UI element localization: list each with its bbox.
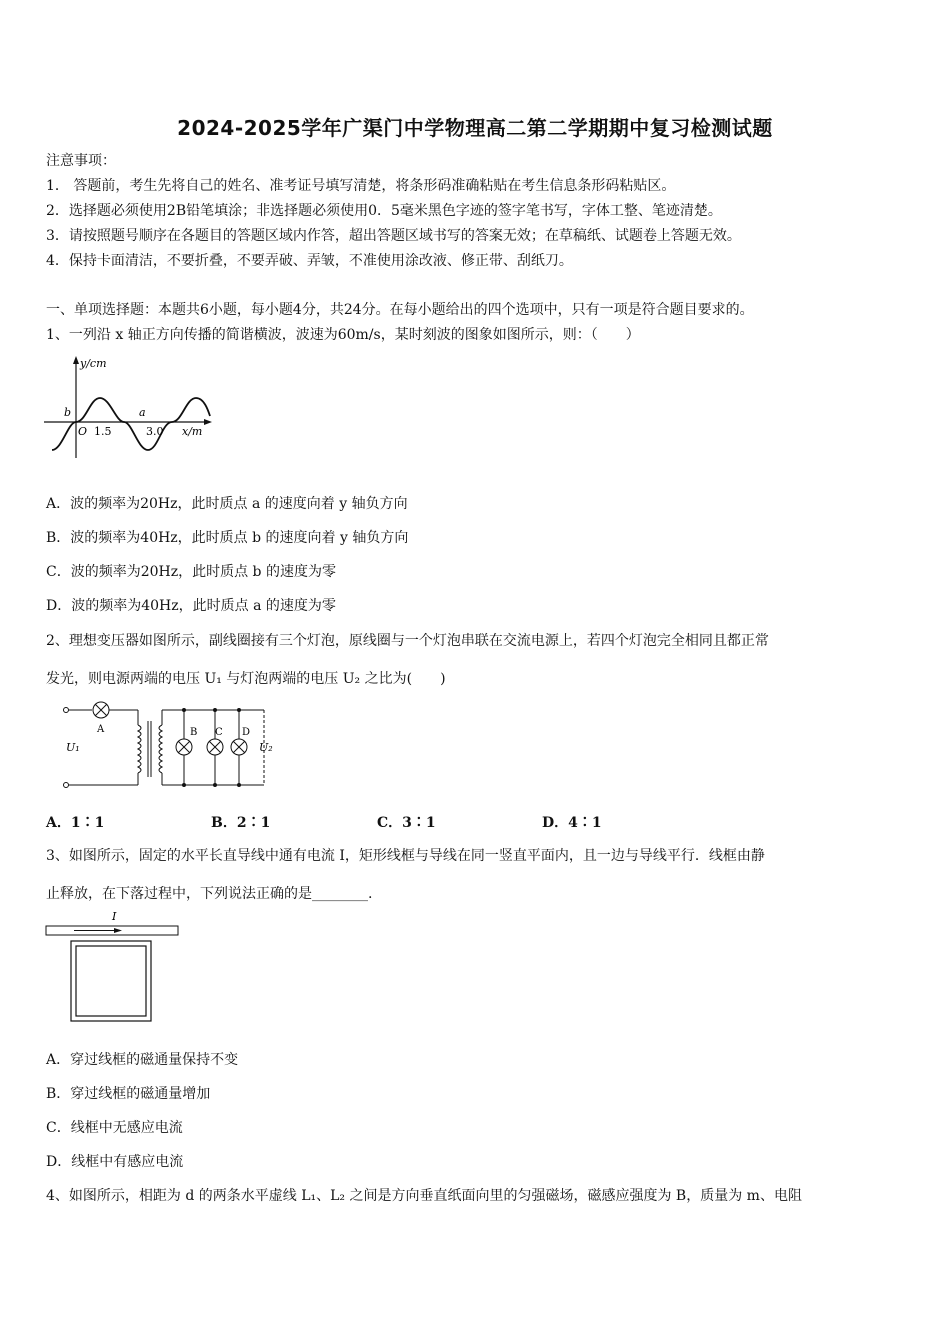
q1-option-c: C．波的频率为20Hz，此时质点 b 的速度为零 [46, 564, 336, 580]
q3-stem-line-2: 止释放，在下落过程中，下列说法正确的是________. [46, 886, 373, 902]
q2-u2-label: U₂ [259, 741, 273, 754]
q2-u1-label: U₁ [66, 741, 80, 754]
q1-point-a: a [139, 406, 146, 419]
notice-item-4: 4．保持卡面清洁，不要折叠，不要弄破、弄皱，不准使用涂改液、修正带、刮纸刀。 [46, 253, 573, 269]
notice-item-2: 2．选择题必须使用2B铅笔填涂；非选择题必须使用0．5毫米黑色字迹的签字笔书写，字体工整、笔迹清楚。 [46, 203, 722, 219]
q3-option-c: C．线框中无感应电流 [46, 1120, 183, 1136]
q2-stem-line-2: 发光，则电源两端的电压 U₁ 与灯泡两端的电压 U₂ 之比为( ) [46, 671, 446, 687]
notice-item-1: 1． 答题前，考生先将自己的姓名、准考证号填写清楚，将条形码准确粘贴在考生信息条形码粘贴区。 [46, 178, 676, 194]
q3-loop-inner [76, 946, 146, 1016]
q3-option-d: D．线框中有感应电流 [46, 1154, 184, 1170]
q2-secondary-coil [159, 725, 162, 773]
notice-item-3: 3．请按照题号顺序在各题目的答题区域内作答，超出答题区域书写的答案无效；在草稿纸、试题卷上答题无效。 [46, 228, 741, 244]
q2-stem-line-1: 2、理想变压器如图所示，副线圈接有三个灯泡，原线圈与一个灯泡串联在交流电源上，若四个灯泡完全相同且都正常 [46, 633, 769, 649]
q3-wire-loop-figure [44, 908, 184, 1024]
q4-stem-line-1: 4、如图所示，相距为 d 的两条水平虚线 L₁、L₂ 之间是方向垂直纸面向里的匀强磁场，磁感应强度为 B，质量为 m、电阻 [46, 1188, 802, 1204]
notice-heading: 注意事项： [46, 153, 116, 169]
q1-option-a: A．波的频率为20Hz，此时质点 a 的速度向着 y 轴负方向 [46, 496, 408, 512]
q3-current-label: I [112, 910, 117, 923]
q1-wave-figure [40, 350, 220, 462]
q2-option-d: D．4∶1 [542, 815, 602, 831]
q2-lamp-a-label: A [97, 724, 105, 735]
page-title: 2024-2025学年广渠门中学物理高二第二学期期中复习检测试题 [177, 116, 773, 140]
q2-option-a: A．1∶1 [46, 815, 105, 831]
q2-terminal-bottom-left [64, 783, 69, 788]
q3-stem-line-1: 3、如图所示，固定的水平长直导线中通有电流 I，矩形线框与导线在同一竖直平面内，且一边与导线平行．线框由静 [46, 848, 765, 864]
q2-transformer-figure [52, 695, 282, 795]
q2-lamp-d-label: D [242, 727, 251, 738]
q2-terminal-top-left [64, 708, 69, 713]
q1-point-b: b [64, 406, 72, 419]
q1-option-b: B．波的频率为40Hz，此时质点 b 的速度向着 y 轴负方向 [46, 530, 409, 546]
q1-x-label: x/m [182, 425, 203, 438]
q1-y-arrow [73, 356, 79, 364]
q1-origin-label: O [78, 425, 88, 438]
q2-lamp-c-label: C [215, 727, 223, 738]
q1-y-label: y/cm [80, 357, 107, 370]
q1-option-d: D．波的频率为40Hz，此时质点 a 的速度为零 [46, 598, 336, 614]
q2-option-b: B．2∶1 [211, 815, 271, 831]
q1-x-arrow [204, 419, 212, 425]
q1-stem: 1、一列沿 x 轴正方向传播的简谐横波，波速为60m/s，某时刻波的图象如图所示，则：（ ） [46, 327, 640, 343]
q1-tick-1: 1.5 [94, 425, 112, 438]
section-heading: 一、单项选择题：本题共6小题，每小题4分，共24分。在每小题给出的四个选项中，只有一项是符合题目要求的。 [46, 302, 754, 318]
q1-tick-2: 3.0 [146, 425, 164, 438]
q3-option-a: A．穿过线框的磁通量保持不变 [46, 1052, 239, 1068]
q2-lamp-b-label: B [190, 727, 198, 738]
q2-option-c: C．3∶1 [377, 815, 436, 831]
q3-option-b: B．穿过线框的磁通量增加 [46, 1086, 211, 1102]
q2-primary-coil [138, 725, 141, 773]
